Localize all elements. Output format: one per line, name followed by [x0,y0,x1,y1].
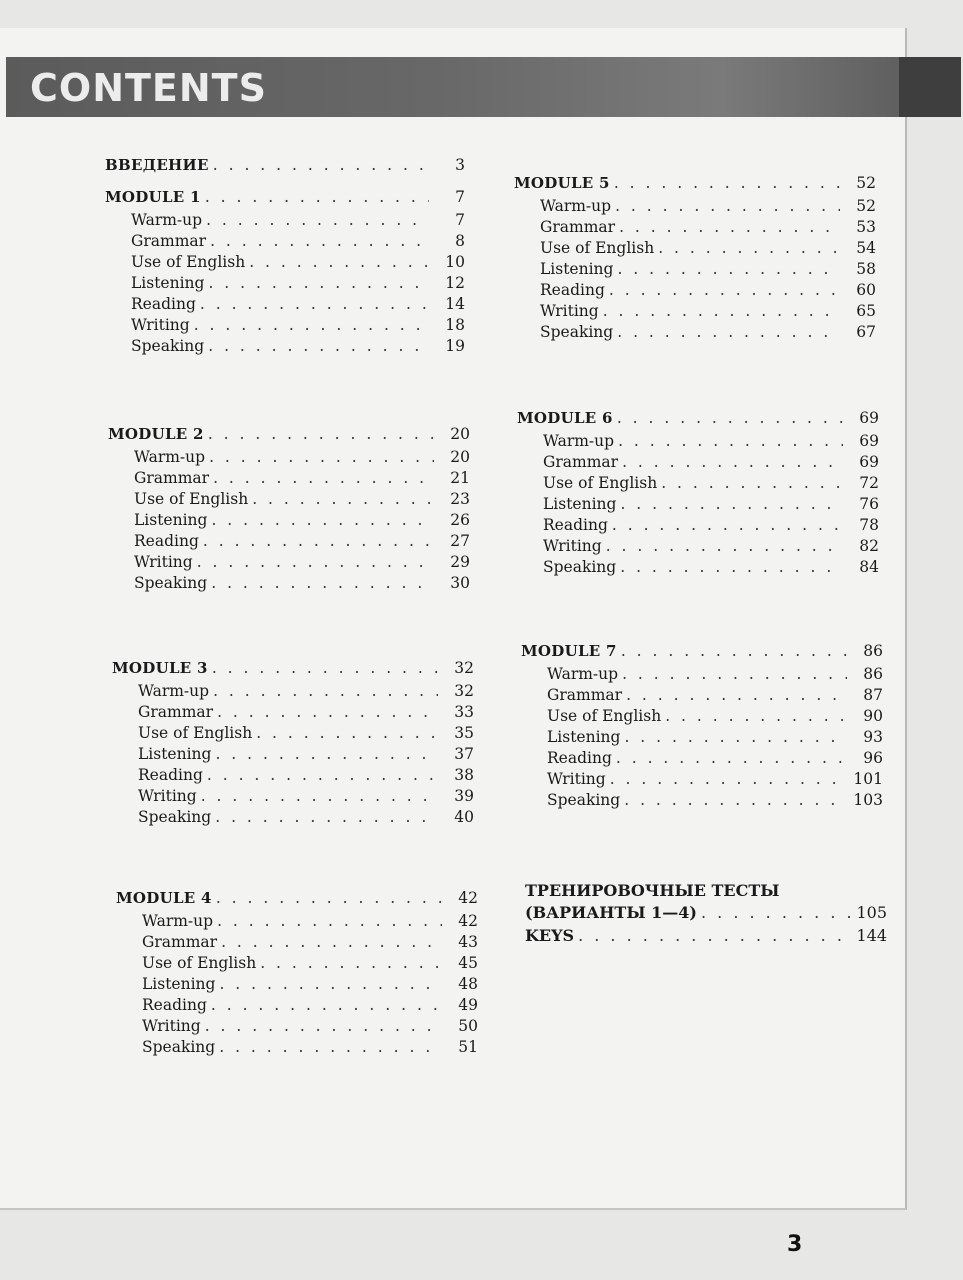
page-title: CONTENTS [30,66,267,110]
module-page: 20 [450,425,470,443]
toc-row [517,431,879,452]
toc-tests [525,880,887,948]
dot-leader [617,408,843,429]
dot-leader [701,902,851,924]
dot-leader [211,995,442,1016]
toc-page: 54 [856,239,876,257]
toc-label: Speaking [138,808,212,826]
dot-leader [619,217,840,238]
dot-leader [213,155,429,176]
header-accent-block [899,57,961,117]
toc-row [521,748,883,769]
toc-label: Speaking [142,1038,216,1056]
toc-page: 38 [454,766,474,784]
toc-row [105,210,465,231]
dot-leader [658,238,840,259]
toc-row [521,664,883,685]
toc-page: 84 [859,558,879,576]
toc-label: Reading [134,532,199,550]
dot-leader [614,173,840,194]
toc-label: ВВЕДЕНИЕ [105,156,209,174]
toc-page: 35 [454,724,474,742]
toc-label: Use of English [543,474,658,492]
toc-page: 58 [856,260,876,278]
toc-page: 78 [859,516,879,534]
dot-leader [211,573,434,594]
toc-label: Use of English [540,239,655,257]
toc-module-2 [108,424,470,594]
dot-leader [616,748,847,769]
toc-row [521,685,883,706]
dot-leader [215,807,438,828]
dot-leader [620,557,843,578]
toc-row [112,807,474,828]
toc-label: Writing [131,316,190,334]
dot-leader [610,769,847,790]
toc-page: 52 [856,197,876,215]
toc-row [108,552,470,573]
toc-label: Grammar [142,933,218,951]
toc-row [514,322,876,343]
dot-leader [260,953,442,974]
toc-row [514,196,876,217]
toc-page: 39 [454,787,474,805]
toc-row [112,786,474,807]
toc-page: 20 [450,448,470,466]
toc-label: Use of English [131,253,246,271]
toc-row [116,1016,478,1037]
dot-leader [216,888,442,909]
toc-page: 67 [856,323,876,341]
toc-row [116,953,478,974]
toc-page: 103 [853,791,883,809]
toc-label: Warm-up [547,665,619,683]
toc-page: 48 [458,975,478,993]
tests-heading-line2 [525,902,887,924]
toc-page: 69 [859,453,879,471]
module-heading [521,641,883,662]
toc-page: 26 [450,511,470,529]
toc-row [112,765,474,786]
toc-page: 50 [458,1017,478,1035]
toc-page: 72 [859,474,879,492]
toc-label: Warm-up [543,432,615,450]
toc-page: 12 [445,274,465,292]
toc-label: Reading [138,766,203,784]
toc-label: Speaking [543,558,617,576]
toc-page: 19 [445,337,465,355]
toc-page: 10 [445,253,465,271]
toc-label: Warm-up [142,912,214,930]
toc-label: Grammar [547,686,623,704]
toc-page: 29 [450,553,470,571]
toc-row [116,974,478,995]
dot-leader [624,727,847,748]
toc-page: 32 [454,682,474,700]
dot-leader [213,468,434,489]
toc-page: 60 [856,281,876,299]
toc-module-5 [514,173,876,343]
toc-label: Reading [142,996,207,1014]
tests-heading-line1 [525,880,887,902]
toc-row [108,468,470,489]
toc-label: Writing [134,553,193,571]
toc-label: Speaking [547,791,621,809]
dot-leader [203,531,434,552]
toc-row [514,301,876,322]
module-page: 32 [454,659,474,677]
toc-label: Grammar [138,703,214,721]
module-page: 69 [859,409,879,427]
toc-module-7 [521,641,883,811]
toc-label: Listening [540,260,614,278]
dot-leader [217,702,438,723]
toc-intro [105,155,465,176]
dot-leader [626,685,847,706]
toc-row [517,494,879,515]
toc-row [116,1037,478,1058]
toc-row [517,557,879,578]
toc-row [112,723,474,744]
dot-leader [665,706,847,727]
module-title: MODULE 2 [108,425,204,443]
toc-row [116,995,478,1016]
toc-label: Writing [540,302,599,320]
toc-label: Grammar [134,469,210,487]
module-page: 52 [856,174,876,192]
module-heading [514,173,876,194]
toc-page: 86 [863,665,883,683]
dot-leader [618,431,843,452]
toc-row [517,473,879,494]
dot-leader [661,473,843,494]
toc-row [517,515,879,536]
toc-row [116,911,478,932]
toc-row [112,702,474,723]
toc-label: Writing [543,537,602,555]
toc-label: Listening [138,745,212,763]
toc-row [517,452,879,473]
toc-page: 3 [455,156,465,174]
toc-row [521,790,883,811]
toc-page: 37 [454,745,474,763]
dot-leader [609,280,840,301]
tests-label-line1: ТРЕНИРОВОЧНЫЕ ТЕСТЫ [525,881,780,900]
toc-label: Writing [547,770,606,788]
toc-page: 82 [859,537,879,555]
toc-row [105,273,465,294]
dot-leader [612,515,843,536]
module-heading [116,888,478,909]
dot-leader [603,301,840,322]
dot-leader [606,536,843,557]
toc-row [116,932,478,953]
toc-page: 49 [458,996,478,1014]
toc-row-keys [525,924,887,948]
dot-leader [213,681,438,702]
module-title: MODULE 5 [514,174,610,192]
toc-label: Speaking [540,323,614,341]
dot-leader [578,924,851,948]
dot-leader [205,187,429,208]
toc-label: Warm-up [131,211,203,229]
dot-leader [194,315,429,336]
toc-page: 53 [856,218,876,236]
toc-row [112,744,474,765]
toc-row [521,769,883,790]
toc-page: 43 [458,933,478,951]
module-page: 42 [458,889,478,907]
page-number: 3 [787,1232,803,1257]
toc-page: 27 [450,532,470,550]
toc-label: Listening [134,511,208,529]
toc-page: 7 [455,211,465,229]
module-page: 7 [455,188,465,206]
dot-leader [205,1016,442,1037]
toc-label: Speaking [134,574,208,592]
dot-leader [208,273,429,294]
keys-label: KEYS [525,926,575,945]
dot-leader [624,790,847,811]
dot-leader [215,744,438,765]
dot-leader [622,664,847,685]
dot-leader [201,786,438,807]
tests-page: 105 [856,903,887,922]
toc-label: Listening [142,975,216,993]
toc-label: Use of English [138,724,253,742]
toc-page: 96 [863,749,883,767]
toc-row [108,531,470,552]
toc-module-4 [116,888,478,1058]
toc-label: Warm-up [540,197,612,215]
toc-label: Reading [547,749,612,767]
dot-leader [208,336,429,357]
module-title: MODULE 7 [521,642,617,660]
toc-page: 42 [458,912,478,930]
toc-label: Use of English [134,490,249,508]
toc-page: 93 [863,728,883,746]
dot-leader [217,911,442,932]
dot-leader [206,210,429,231]
module-heading [112,658,474,679]
module-title: MODULE 1 [105,188,201,206]
module-page: 86 [863,642,883,660]
dot-leader [219,1037,442,1058]
toc-label: Reading [131,295,196,313]
toc-module-1 [105,187,465,357]
toc-row [108,489,470,510]
toc-label: Reading [540,281,605,299]
toc-page: 30 [450,574,470,592]
toc-label: Speaking [131,337,205,355]
toc-page: 23 [450,490,470,508]
toc-row [514,280,876,301]
dot-leader [197,552,434,573]
toc-page: 69 [859,432,879,450]
toc-row [514,259,876,280]
dot-leader [219,974,442,995]
dot-leader [208,424,434,445]
toc-page: 40 [454,808,474,826]
toc-label: Warm-up [138,682,210,700]
toc-page: 90 [863,707,883,725]
toc-row [108,510,470,531]
toc-row [105,294,465,315]
tests-label-line2: (ВАРИАНТЫ 1—4) [525,903,697,922]
toc-page: 87 [863,686,883,704]
dot-leader [617,259,840,280]
dot-leader [221,932,442,953]
toc-row [105,252,465,273]
dot-leader [252,489,434,510]
dot-leader [200,294,429,315]
toc-row [112,681,474,702]
toc-label: Grammar [131,232,207,250]
dot-leader [615,196,840,217]
toc-page: 18 [445,316,465,334]
toc-label: Writing [142,1017,201,1035]
toc-row [108,573,470,594]
toc-label: Grammar [540,218,616,236]
toc-page: 21 [450,469,470,487]
toc-label: Reading [543,516,608,534]
dot-leader [212,658,438,679]
dot-leader [209,447,434,468]
dot-leader [249,252,429,273]
toc-row [514,238,876,259]
toc-page: 65 [856,302,876,320]
module-heading [517,408,879,429]
toc-page: 101 [853,770,883,788]
toc-row-intro [105,155,465,176]
toc-row [105,231,465,252]
dot-leader [621,641,847,662]
toc-row [521,727,883,748]
dot-leader [207,765,438,786]
toc-row [517,536,879,557]
dot-leader [622,452,843,473]
toc-row [521,706,883,727]
toc-label: Listening [543,495,617,513]
dot-leader [211,510,434,531]
toc-page: 45 [458,954,478,972]
dot-leader [210,231,429,252]
toc-row [514,217,876,238]
module-title: MODULE 6 [517,409,613,427]
module-heading [105,187,465,208]
toc-page: 8 [455,232,465,250]
dot-leader [620,494,843,515]
toc-label: Use of English [547,707,662,725]
toc-label: Listening [547,728,621,746]
toc-label: Use of English [142,954,257,972]
toc-label: Writing [138,787,197,805]
module-title: MODULE 3 [112,659,208,677]
toc-page: 14 [445,295,465,313]
toc-label: Warm-up [134,448,206,466]
toc-row [105,315,465,336]
module-title: MODULE 4 [116,889,212,907]
toc-page: 51 [458,1038,478,1056]
toc-page: 76 [859,495,879,513]
toc-page: 33 [454,703,474,721]
toc-label: Listening [131,274,205,292]
toc-row [105,336,465,357]
module-heading [108,424,470,445]
keys-page: 144 [856,926,887,945]
toc-label: Grammar [543,453,619,471]
toc-module-6 [517,408,879,578]
dot-leader [256,723,438,744]
dot-leader [617,322,840,343]
toc-module-3 [112,658,474,828]
toc-row [108,447,470,468]
